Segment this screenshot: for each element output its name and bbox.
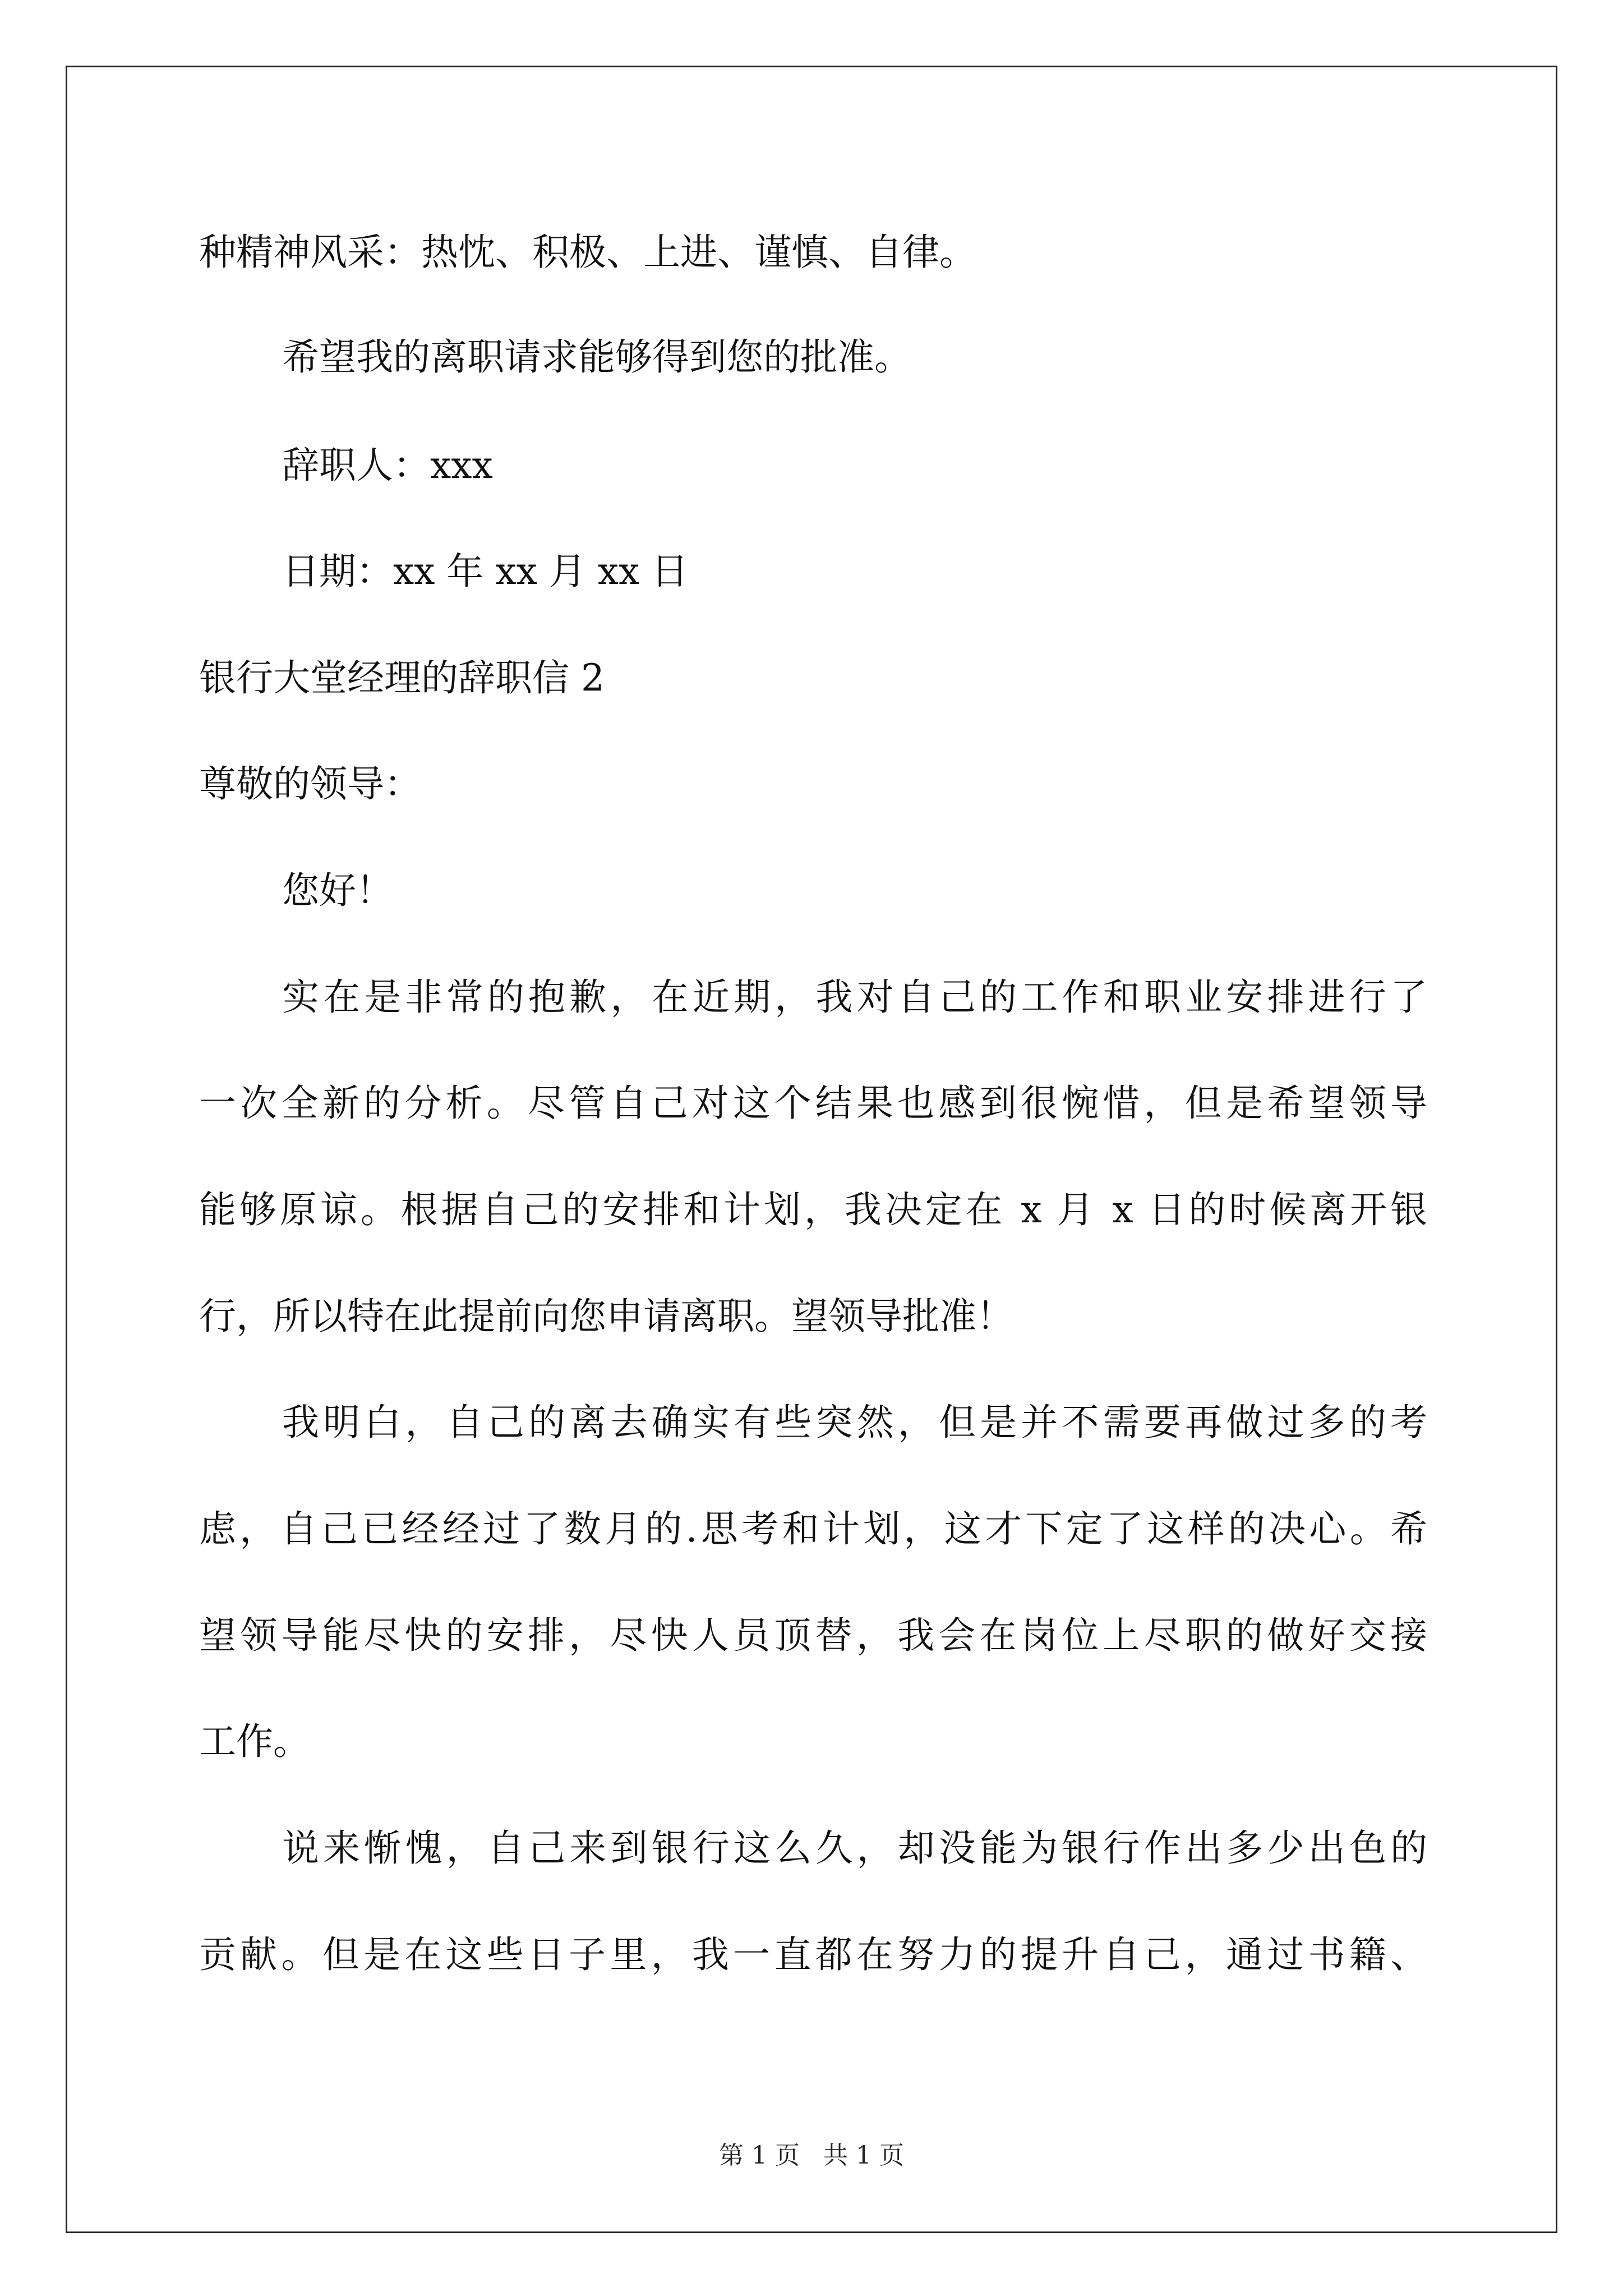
date-line: 日期：xx 年 xx 月 xx 日 [282,550,689,593]
text-line: 我明白，自己的离去确实有些突然，但是并不需要再做过多的考 [282,1401,1427,1444]
text-line: 贡献。但是在这些日子里，我一直都在努力的提升自己，通过书籍、 [199,1933,1427,1976]
signer-line: 辞职人：xxx [282,444,493,487]
text-line: 说来惭愧，自己来到银行这么久，却没能为银行作出多少出色的 [282,1826,1427,1870]
text-line: 一次全新的分析。尽管自己对这个结果也感到很惋惜，但是希望领导 [199,1082,1427,1125]
text-line: 希望我的离职请求能够得到您的批准。 [282,335,911,379]
section-title: 银行大堂经理的辞职信 2 [199,656,605,700]
page-footer: 第 1 页 共 1 页 [719,2141,904,2170]
text-line: 能够原谅。根据自己的安排和计划，我决定在 x 月 x 日的时候离开银 [199,1188,1427,1231]
text-line: 望领导能尽快的安排，尽快人员顶替，我会在岗位上尽职的做好交接 [199,1614,1427,1657]
salutation: 尊敬的领导： [199,762,421,806]
text-line: 虑，自己已经经过了数月的.思考和计划，这才下定了这样的决心。希 [199,1507,1427,1550]
page-border [66,66,1557,2233]
greeting: 您好！ [282,869,393,912]
text-line: 种精神风采：热忱、积极、上进、谨慎、自律。 [199,231,976,274]
text-line: 工作。 [199,1720,310,1763]
text-line: 行，所以特在此提前向您申请离职。望领导批准！ [199,1295,1013,1338]
text-line: 实在是非常的抱歉，在近期，我对自己的工作和职业安排进行了 [282,976,1427,1019]
